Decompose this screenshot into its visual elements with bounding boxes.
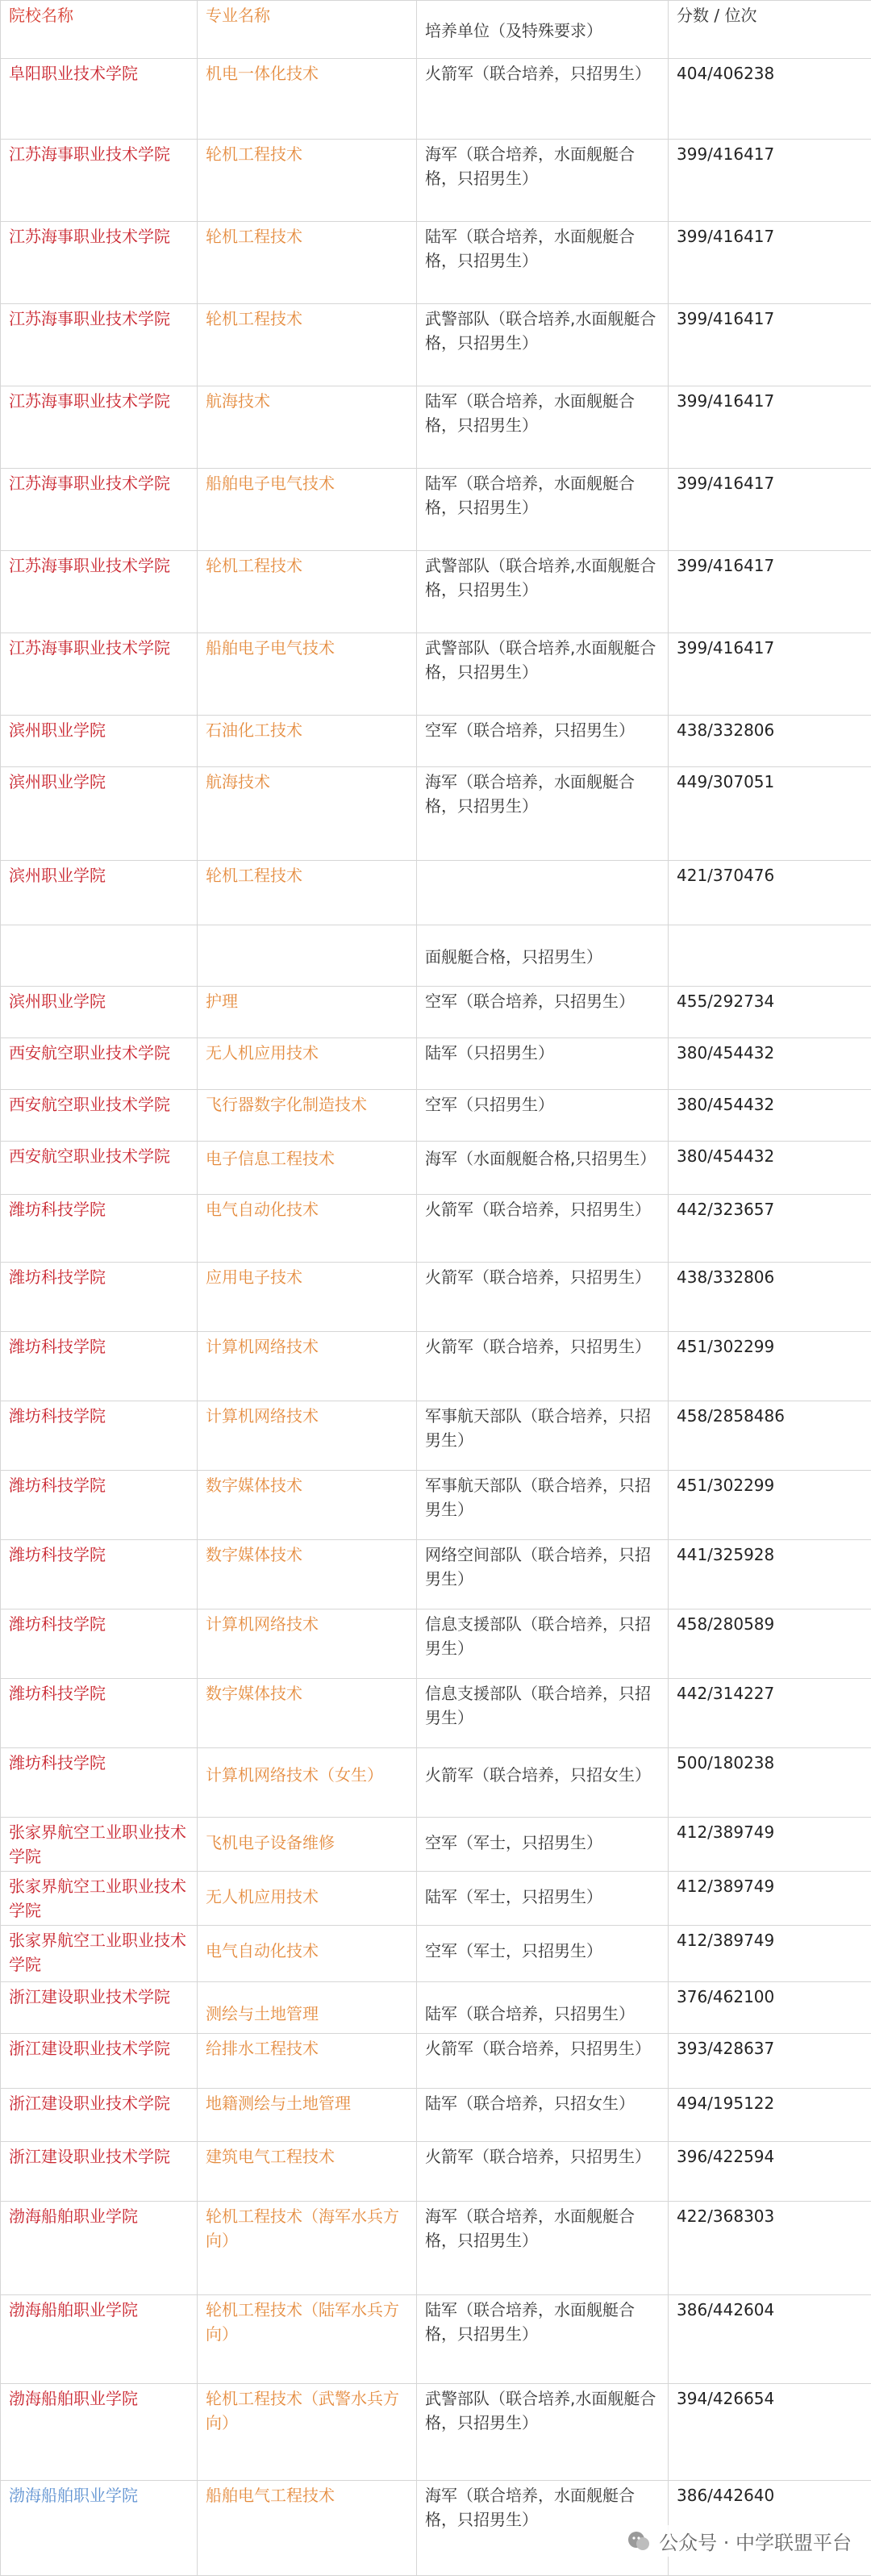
score-rank: 386/442640 xyxy=(669,2481,871,2576)
major-name: 计算机网络技术 xyxy=(198,1609,417,1679)
table-row xyxy=(1,2142,871,2202)
training-unit: 军事航天部队（联合培养，只招男生） xyxy=(417,1471,669,1540)
score-rank: 412/389749 xyxy=(669,1926,871,1982)
training-unit: 武警部队（联合培养,水面舰艇合格，只招男生） xyxy=(417,304,669,386)
major-name: 无人机应用技术 xyxy=(198,1872,417,1926)
major-name: 飞机电子设备维修 xyxy=(198,1818,417,1872)
score-rank: 449/307051 xyxy=(669,767,871,861)
score-rank: 399/416417 xyxy=(669,304,871,386)
school-name: 浙江建设职业技术学院 xyxy=(1,1982,198,2034)
table-row xyxy=(1,1090,871,1142)
school-name: 阜阳职业技术学院 xyxy=(1,59,198,140)
score-rank: 451/302299 xyxy=(669,1332,871,1401)
header-score: 分数 / 位次 xyxy=(669,1,871,59)
table-row xyxy=(1,1540,871,1609)
school-name: 西安航空职业技术学院 xyxy=(1,1090,198,1142)
score-rank: 376/462100 xyxy=(669,1982,871,2034)
major-name: 轮机工程技术 xyxy=(198,140,417,222)
score-rank: 380/454432 xyxy=(669,1038,871,1090)
table-row xyxy=(1,386,871,469)
training-unit: 空军（军士，只招男生） xyxy=(417,1818,669,1872)
school-name: 浙江建设职业技术学院 xyxy=(1,2034,198,2089)
score-rank: 442/314227 xyxy=(669,1679,871,1748)
table-row xyxy=(1,1471,871,1540)
major-name: 无人机应用技术 xyxy=(198,1038,417,1090)
school-name: 张家界航空工业职业技术学院 xyxy=(1,1872,198,1926)
training-unit: 武警部队（联合培养,水面舰艇合格，只招男生） xyxy=(417,551,669,633)
table-row xyxy=(1,551,871,633)
table-row xyxy=(1,1748,871,1818)
school-name: 潍坊科技学院 xyxy=(1,1540,198,1609)
table-row xyxy=(1,59,871,140)
training-unit: 火箭军（联合培养，只招男生） xyxy=(417,1195,669,1263)
table-row xyxy=(1,1142,871,1195)
training-unit: 空军（只招男生） xyxy=(417,1090,669,1142)
major-name: 船舶电子电气技术 xyxy=(198,633,417,716)
table-row xyxy=(1,1332,871,1401)
major-name: 轮机工程技术 xyxy=(198,861,417,925)
score-rank: 386/442604 xyxy=(669,2295,871,2384)
training-unit: 火箭军（联合培养，只招男生） xyxy=(417,1332,669,1401)
major-name: 电气自动化技术 xyxy=(198,1195,417,1263)
school-name xyxy=(1,925,198,987)
major-name: 数字媒体技术 xyxy=(198,1540,417,1609)
watermark xyxy=(620,2525,856,2557)
score-rank: 399/416417 xyxy=(669,140,871,222)
table-header-row xyxy=(1,1,871,59)
score-rank: 458/2858486 xyxy=(669,1401,871,1471)
school-name: 浙江建设职业技术学院 xyxy=(1,2142,198,2202)
score-rank: 421/370476 xyxy=(669,861,871,925)
major-name: 护理 xyxy=(198,987,417,1038)
school-name: 潍坊科技学院 xyxy=(1,1748,198,1818)
score-rank: 380/454432 xyxy=(669,1142,871,1195)
table-row xyxy=(1,925,871,987)
table-row xyxy=(1,987,871,1038)
score-rank: 399/416417 xyxy=(669,551,871,633)
major-name: 石油化工技术 xyxy=(198,716,417,767)
table-row xyxy=(1,469,871,551)
training-unit: 空军（联合培养，只招男生） xyxy=(417,987,669,1038)
school-name: 渤海船舶职业学院 xyxy=(1,2481,198,2576)
major-name: 计算机网络技术 xyxy=(198,1401,417,1471)
score-rank: 438/332806 xyxy=(669,1263,871,1332)
table-row xyxy=(1,1679,871,1748)
score-rank: 399/416417 xyxy=(669,386,871,469)
table-row xyxy=(1,1609,871,1679)
training-unit: 海军（联合培养，水面舰艇合格，只招男生） xyxy=(417,2202,669,2295)
school-name: 潍坊科技学院 xyxy=(1,1195,198,1263)
table-row xyxy=(1,633,871,716)
table-row xyxy=(1,2384,871,2481)
table-row xyxy=(1,2034,871,2089)
major-name: 轮机工程技术 xyxy=(198,551,417,633)
school-name: 渤海船舶职业学院 xyxy=(1,2384,198,2481)
school-name: 滨州职业学院 xyxy=(1,716,198,767)
table-row xyxy=(1,1982,871,2034)
table-body xyxy=(1,59,871,2576)
major-name: 飞行器数字化制造技术 xyxy=(198,1090,417,1142)
wechat-icon xyxy=(625,2528,652,2555)
score-rank: 412/389749 xyxy=(669,1818,871,1872)
major-name: 测绘与土地管理 xyxy=(198,1982,417,2034)
score-rank: 399/416417 xyxy=(669,469,871,551)
school-name: 渤海船舶职业学院 xyxy=(1,2202,198,2295)
table-row xyxy=(1,1872,871,1926)
table-row xyxy=(1,1038,871,1090)
score-rank: 412/389749 xyxy=(669,1872,871,1926)
major-name: 给排水工程技术 xyxy=(198,2034,417,2089)
major-name: 轮机工程技术 xyxy=(198,304,417,386)
school-name: 西安航空职业技术学院 xyxy=(1,1142,198,1195)
table-row xyxy=(1,1401,871,1471)
table-row xyxy=(1,2089,871,2142)
score-rank: 442/323657 xyxy=(669,1195,871,1263)
table-row xyxy=(1,1263,871,1332)
header-unit: 培养单位（及特殊要求） xyxy=(417,1,669,59)
training-unit: 海军（联合培养，水面舰艇合格，只招男生） xyxy=(417,2481,669,2576)
school-name: 西安航空职业技术学院 xyxy=(1,1038,198,1090)
score-rank: 455/292734 xyxy=(669,987,871,1038)
score-rank: 438/332806 xyxy=(669,716,871,767)
training-unit: 陆军（联合培养，水面舰艇合格，只招男生） xyxy=(417,222,669,304)
table-row xyxy=(1,767,871,861)
training-unit: 武警部队（联合培养,水面舰艇合格，只招男生） xyxy=(417,2384,669,2481)
school-name: 浙江建设职业技术学院 xyxy=(1,2089,198,2142)
table-row xyxy=(1,140,871,222)
score-rank: 404/406238 xyxy=(669,59,871,140)
training-unit: 火箭军（联合培养，只招男生） xyxy=(417,59,669,140)
score-rank: 380/454432 xyxy=(669,1090,871,1142)
training-unit: 武警部队（联合培养,水面舰艇合格，只招男生） xyxy=(417,633,669,716)
school-name: 潍坊科技学院 xyxy=(1,1471,198,1540)
score-rank: 396/422594 xyxy=(669,2142,871,2202)
training-unit: 信息支援部队（联合培养，只招男生） xyxy=(417,1609,669,1679)
score-rank: 422/368303 xyxy=(669,2202,871,2295)
score-rank: 393/428637 xyxy=(669,2034,871,2089)
school-name: 江苏海事职业技术学院 xyxy=(1,386,198,469)
major-name: 船舶电气工程技术 xyxy=(198,2481,417,2576)
table-row xyxy=(1,2202,871,2295)
header-major: 专业名称 xyxy=(198,1,417,59)
training-unit: 信息支援部队（联合培养，只招男生） xyxy=(417,1679,669,1748)
school-name: 江苏海事职业技术学院 xyxy=(1,469,198,551)
training-unit: 火箭军（联合培养，只招女生） xyxy=(417,1748,669,1818)
major-name: 计算机网络技术 xyxy=(198,1332,417,1401)
table-row xyxy=(1,222,871,304)
school-name: 潍坊科技学院 xyxy=(1,1332,198,1401)
table-row xyxy=(1,1926,871,1982)
school-name: 江苏海事职业技术学院 xyxy=(1,551,198,633)
major-name: 轮机工程技术（武警水兵方向） xyxy=(198,2384,417,2481)
major-name: 数字媒体技术 xyxy=(198,1679,417,1748)
training-unit: 陆军（只招男生） xyxy=(417,1038,669,1090)
school-name: 潍坊科技学院 xyxy=(1,1263,198,1332)
training-unit: 火箭军（联合培养，只招男生） xyxy=(417,2142,669,2202)
table-row xyxy=(1,1818,871,1872)
major-name: 机电一体化技术 xyxy=(198,59,417,140)
score-rank: 399/416417 xyxy=(669,222,871,304)
major-name: 轮机工程技术（海军水兵方向） xyxy=(198,2202,417,2295)
major-name: 计算机网络技术（女生） xyxy=(198,1748,417,1818)
major-name: 航海技术 xyxy=(198,386,417,469)
score-rank: 500/180238 xyxy=(669,1748,871,1818)
training-unit: 陆军（联合培养，只招女生） xyxy=(417,2089,669,2142)
score-rank xyxy=(669,925,871,987)
score-rank: 494/195122 xyxy=(669,2089,871,2142)
training-unit: 陆军（联合培养，只招男生） xyxy=(417,1982,669,2034)
school-name: 江苏海事职业技术学院 xyxy=(1,304,198,386)
major-name: 地籍测绘与土地管理 xyxy=(198,2089,417,2142)
major-name: 航海技术 xyxy=(198,767,417,861)
school-name: 江苏海事职业技术学院 xyxy=(1,633,198,716)
training-unit: 火箭军（联合培养，只招男生） xyxy=(417,1263,669,1332)
school-name: 潍坊科技学院 xyxy=(1,1679,198,1748)
training-unit xyxy=(417,861,669,925)
training-unit: 火箭军（联合培养，只招男生） xyxy=(417,2034,669,2089)
school-name: 潍坊科技学院 xyxy=(1,1401,198,1471)
score-rank: 399/416417 xyxy=(669,633,871,716)
score-rank: 394/426654 xyxy=(669,2384,871,2481)
training-unit: 空军（军士，只招男生） xyxy=(417,1926,669,1982)
training-unit: 海军（联合培养，水面舰艇合格，只招男生） xyxy=(417,767,669,861)
score-rank: 441/325928 xyxy=(669,1540,871,1609)
school-name: 滨州职业学院 xyxy=(1,861,198,925)
training-unit: 陆军（联合培养，水面舰艇合格，只招男生） xyxy=(417,386,669,469)
school-name: 滨州职业学院 xyxy=(1,987,198,1038)
major-name xyxy=(198,925,417,987)
major-name: 轮机工程技术（陆军水兵方向） xyxy=(198,2295,417,2384)
training-unit: 面舰艇合格，只招男生） xyxy=(417,925,669,987)
school-name: 张家界航空工业职业技术学院 xyxy=(1,1818,198,1872)
major-name: 轮机工程技术 xyxy=(198,222,417,304)
school-name: 滨州职业学院 xyxy=(1,767,198,861)
major-name: 电气自动化技术 xyxy=(198,1926,417,1982)
header-school: 院校名称 xyxy=(1,1,198,59)
school-name: 渤海船舶职业学院 xyxy=(1,2295,198,2384)
watermark-text: 公众号 · 中学联盟平台 xyxy=(659,2527,852,2555)
score-rank: 451/302299 xyxy=(669,1471,871,1540)
major-name: 建筑电气工程技术 xyxy=(198,2142,417,2202)
major-name: 电子信息工程技术 xyxy=(198,1142,417,1195)
major-name: 应用电子技术 xyxy=(198,1263,417,1332)
training-unit: 海军（联合培养，水面舰艇合格，只招男生） xyxy=(417,140,669,222)
school-name: 潍坊科技学院 xyxy=(1,1609,198,1679)
training-unit: 陆军（联合培养，水面舰艇合格，只招男生） xyxy=(417,2295,669,2384)
school-name: 张家界航空工业职业技术学院 xyxy=(1,1926,198,1982)
major-name: 数字媒体技术 xyxy=(198,1471,417,1540)
training-unit: 网络空间部队（联合培养，只招男生） xyxy=(417,1540,669,1609)
training-unit: 军事航天部队（联合培养，只招男生） xyxy=(417,1401,669,1471)
table-row xyxy=(1,304,871,386)
score-rank: 458/280589 xyxy=(669,1609,871,1679)
table-row xyxy=(1,1195,871,1263)
school-name: 江苏海事职业技术学院 xyxy=(1,140,198,222)
training-unit: 海军（水面舰艇合格,只招男生） xyxy=(417,1142,669,1195)
training-unit: 空军（联合培养，只招男生） xyxy=(417,716,669,767)
training-unit: 陆军（联合培养，水面舰艇合格，只招男生） xyxy=(417,469,669,551)
training-unit: 陆军（军士，只招男生） xyxy=(417,1872,669,1926)
table-row xyxy=(1,2295,871,2384)
table-row xyxy=(1,861,871,925)
major-name: 船舶电子电气技术 xyxy=(198,469,417,551)
table-row xyxy=(1,716,871,767)
school-name: 江苏海事职业技术学院 xyxy=(1,222,198,304)
